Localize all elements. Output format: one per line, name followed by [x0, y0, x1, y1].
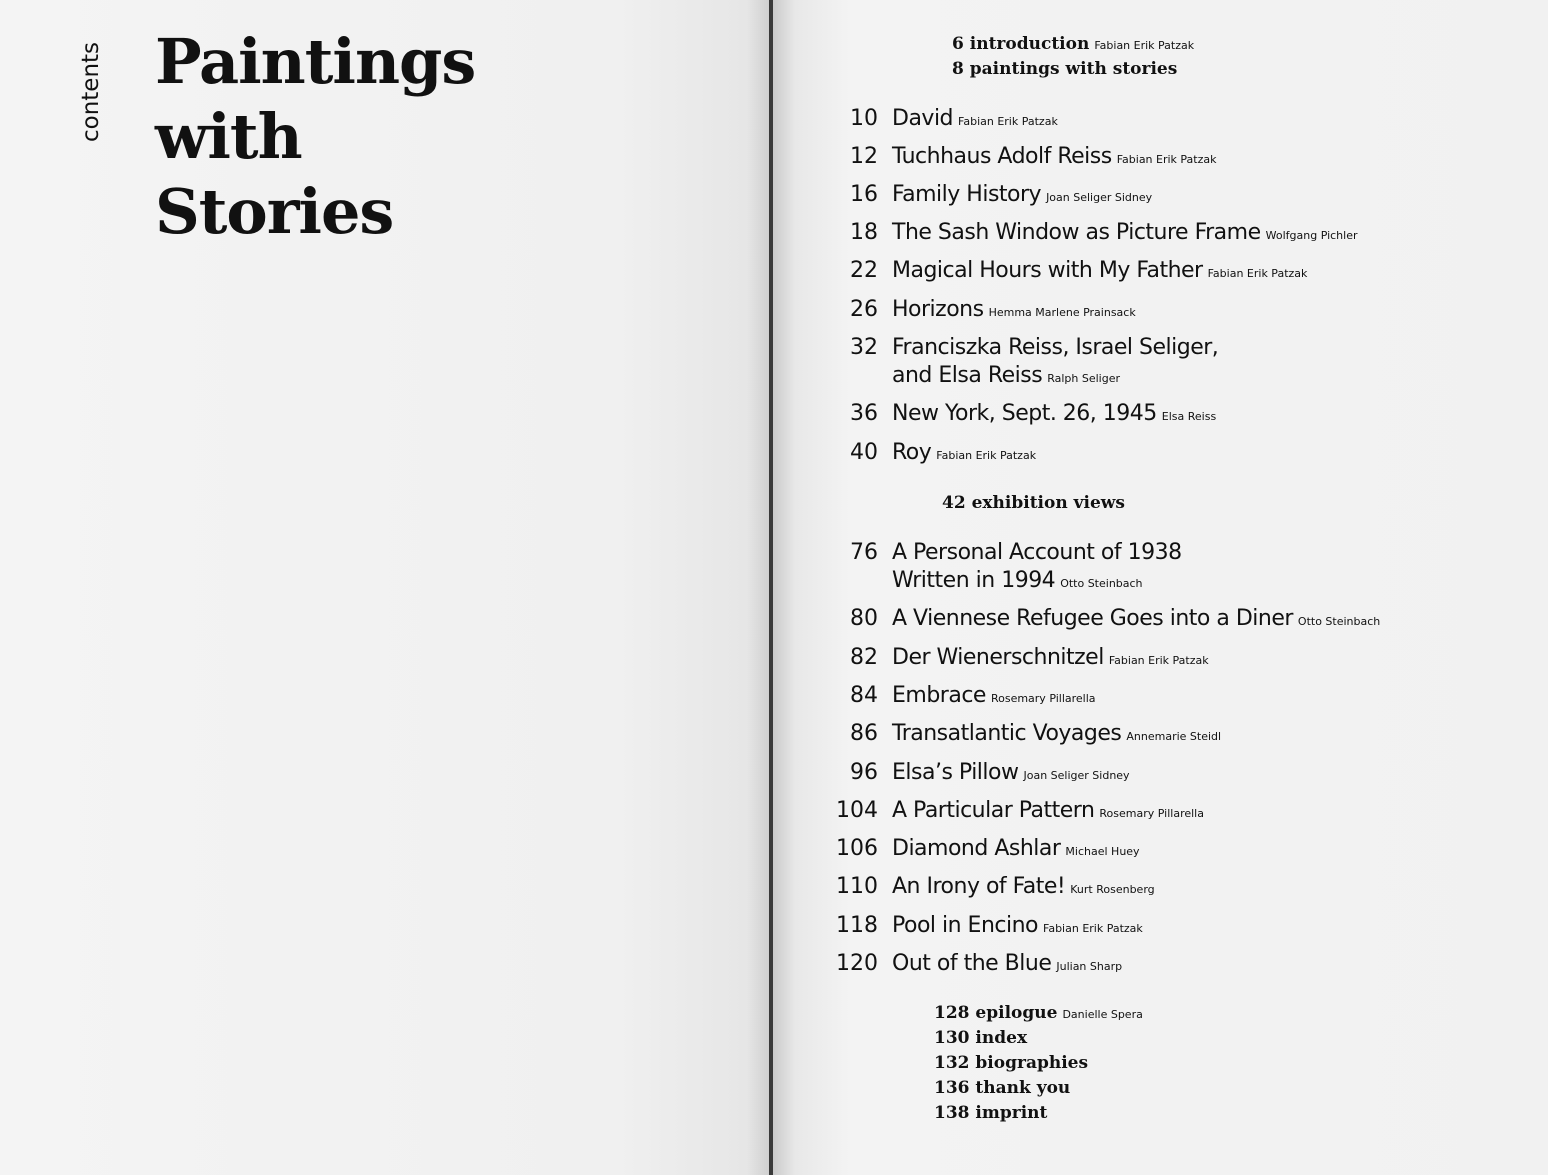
entry-title	[892, 950, 1122, 981]
entry-author: Michael Huey	[1065, 845, 1140, 858]
page-number: 82	[850, 645, 878, 670]
page-number: 8	[952, 59, 964, 79]
title-line-1: Paintings	[155, 25, 476, 98]
entry-title	[892, 181, 1152, 212]
page-number: 32	[850, 335, 878, 360]
page-number: 86	[850, 721, 878, 746]
title-text: The Sash Window as Picture Frame	[892, 220, 1261, 245]
page-number: 22	[850, 258, 878, 283]
contents-side-label	[44, 38, 104, 148]
page-number: 96	[850, 760, 878, 785]
entry-title	[892, 644, 1209, 675]
book-title	[155, 24, 475, 249]
page-number: 138	[934, 1103, 970, 1123]
entry-title	[892, 797, 1204, 828]
title-text: A Personal Account of 1938	[892, 540, 1182, 565]
title-text: An Irony of Fate!	[892, 874, 1066, 899]
title-text: Embrace	[892, 683, 986, 708]
entry-title	[892, 439, 1036, 470]
front-matter-row	[952, 57, 1194, 82]
title-line-2: with	[155, 100, 302, 173]
page-number: 76	[850, 540, 878, 565]
middle-matter-row	[942, 491, 1125, 516]
entry-author: Fabian Erik Patzak	[1108, 654, 1209, 667]
entry-title	[892, 720, 1221, 751]
entry-title	[892, 912, 1143, 943]
title-text: A Particular Pattern	[892, 798, 1095, 823]
page-number: 80	[850, 606, 878, 631]
page-number: 12	[850, 144, 878, 169]
book-spine	[769, 0, 773, 1175]
entry-title	[892, 296, 1136, 327]
front-matter	[952, 32, 1194, 82]
title-text-line-2: and Elsa Reiss	[892, 363, 1043, 388]
entry-title: biographies	[975, 1053, 1089, 1073]
entry-author: Fabian Erik Patzak	[958, 115, 1058, 128]
entry-title	[892, 334, 1218, 393]
entry-title	[892, 539, 1182, 598]
page-number: 132	[934, 1053, 970, 1073]
page-number: 36	[850, 401, 878, 426]
back-matter-row	[934, 1076, 1143, 1101]
entry-title	[892, 143, 1217, 174]
entry-title	[892, 219, 1358, 250]
back-matter-row	[934, 1026, 1143, 1051]
entry-author: Elsa Reiss	[1161, 410, 1217, 423]
entry-author: Fabian Erik Patzak	[1116, 153, 1217, 166]
title-text: Elsa’s Pillow	[892, 760, 1019, 785]
page-number: 106	[836, 836, 878, 861]
entry-title: paintings with stories	[969, 59, 1178, 79]
entry-title	[892, 257, 1307, 288]
entry-title	[892, 759, 1130, 790]
entry-author: Hemma Marlene Prainsack	[988, 306, 1136, 319]
title-text: Transatlantic Voyages	[892, 721, 1122, 746]
entry-title: introduction	[969, 34, 1090, 54]
entry-title: index	[975, 1028, 1028, 1048]
entry-author: Julian Sharp	[1056, 960, 1123, 973]
title-line-3: Stories	[155, 175, 394, 248]
title-text: Out of the Blue	[892, 951, 1052, 976]
title-text: Tuchhaus Adolf Reiss	[892, 144, 1112, 169]
entry-title: thank you	[975, 1078, 1071, 1098]
back-matter-row	[934, 1051, 1143, 1076]
entry-author: Fabian Erik Patzak	[1043, 922, 1143, 935]
title-text: Pool in Encino	[892, 913, 1039, 938]
entry-author: Otto Steinbach	[1060, 577, 1143, 590]
title-text: David	[892, 106, 954, 131]
entry-author: Kurt Rosenberg	[1070, 883, 1155, 896]
title-text: Diamond Ashlar	[892, 836, 1061, 861]
entry-author: Danielle Spera	[1062, 1008, 1143, 1021]
title-text: Roy	[892, 440, 932, 465]
entry-title: imprint	[975, 1103, 1048, 1123]
title-text: Horizons	[892, 297, 984, 322]
page-number: 104	[836, 798, 878, 823]
title-text: Magical Hours with My Father	[892, 258, 1203, 283]
entry-author: Joan Seliger Sidney	[1023, 769, 1130, 782]
entry-title	[892, 400, 1216, 431]
title-text: Franciszka Reiss, Israel Seliger,	[892, 335, 1219, 360]
entry-author: Rosemary Pillarella	[990, 692, 1096, 705]
entry-author: Fabian Erik Patzak	[1207, 267, 1308, 280]
page-number: 130	[934, 1028, 970, 1048]
entry-title	[892, 873, 1155, 904]
page-number: 118	[836, 913, 878, 938]
entry-title	[892, 605, 1380, 636]
entry-author: Fabian Erik Patzak	[936, 449, 1037, 462]
title-text: A Viennese Refugee Goes into a Diner	[892, 606, 1293, 631]
entry-title	[892, 105, 1058, 136]
entry-title: epilogue	[975, 1003, 1058, 1023]
entry-author: Fabian Erik Patzak	[1094, 39, 1195, 52]
page-number: 16	[850, 182, 878, 207]
page-number: 128	[934, 1003, 970, 1023]
entry-title: exhibition views	[971, 493, 1125, 513]
page-number: 84	[850, 683, 878, 708]
entry-author: Wolfgang Pichler	[1265, 229, 1358, 242]
title-text: Family History	[892, 182, 1042, 207]
back-matter-row	[934, 1001, 1143, 1026]
page-number: 42	[942, 493, 966, 513]
entry-title	[892, 835, 1140, 866]
title-text-line-2: Written in 1994	[892, 568, 1056, 593]
page-number: 110	[836, 874, 878, 899]
entry-title	[892, 682, 1096, 713]
page-number: 10	[850, 106, 878, 131]
back-matter-row	[934, 1101, 1143, 1126]
entry-author: Ralph Seliger	[1047, 372, 1120, 385]
entry-author: Rosemary Pillarella	[1099, 807, 1204, 820]
page-number: 6	[952, 34, 964, 54]
middle-matter	[942, 491, 1125, 516]
entry-author: Joan Seliger Sidney	[1046, 191, 1153, 204]
page-number: 26	[850, 297, 878, 322]
page-number: 18	[850, 220, 878, 245]
entry-author: Otto Steinbach	[1297, 615, 1381, 628]
contents-label: contents	[78, 41, 104, 142]
page-number: 136	[934, 1078, 970, 1098]
page-number: 120	[836, 951, 878, 976]
back-matter	[934, 1001, 1143, 1126]
title-text: Der Wienerschnitzel	[892, 645, 1104, 670]
entry-author: Annemarie Steidl	[1126, 730, 1222, 743]
title-text: New York, Sept. 26, 1945	[892, 401, 1157, 426]
front-matter-row	[952, 32, 1194, 57]
page-number: 40	[850, 440, 878, 465]
